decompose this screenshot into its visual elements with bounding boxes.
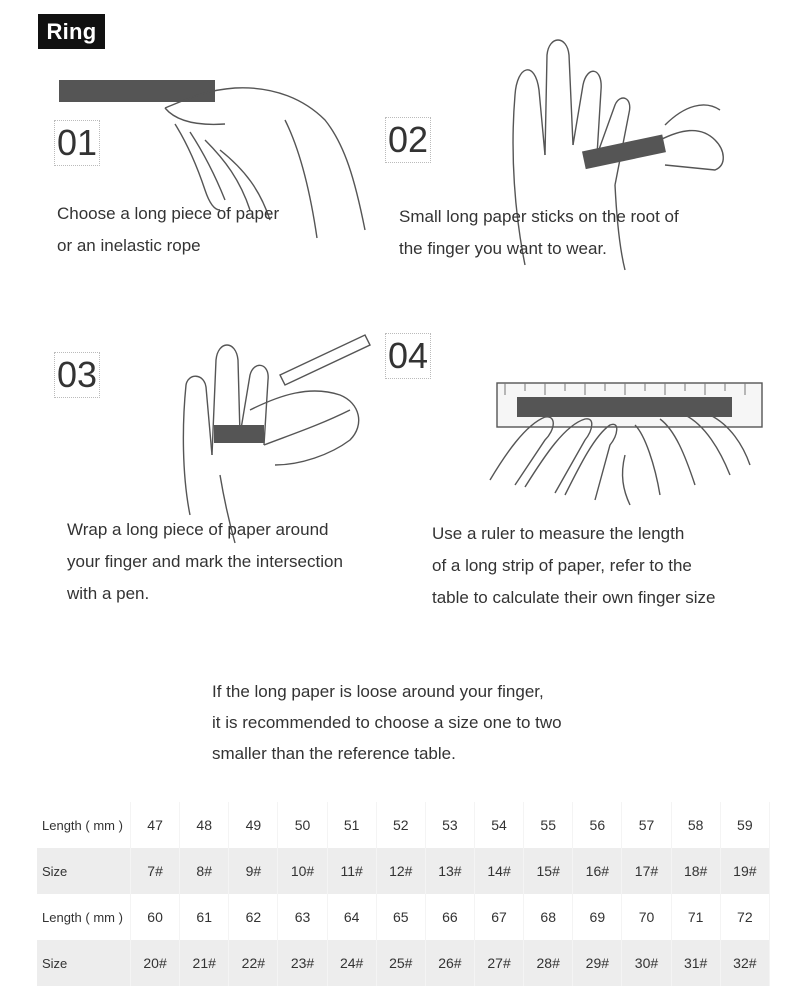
table-cell: 69 xyxy=(573,894,622,940)
ring-size-table xyxy=(37,802,770,986)
table-cell: 11# xyxy=(327,848,376,894)
table-cell: 13# xyxy=(425,848,474,894)
table-cell: 17# xyxy=(622,848,671,894)
step-instruction-line: of a long strip of paper, refer to the xyxy=(432,556,692,575)
table-cell: 16# xyxy=(573,848,622,894)
row-header: Size xyxy=(37,940,131,986)
page-title: Ring xyxy=(38,14,105,49)
ruler-measuring-strip-icon xyxy=(485,375,770,515)
table-cell: 22# xyxy=(229,940,278,986)
table-cell: 67 xyxy=(474,894,523,940)
table-row xyxy=(37,802,770,848)
step-number: 03 xyxy=(54,352,100,398)
table-cell: 24# xyxy=(327,940,376,986)
step-instruction-line: the finger you want to wear. xyxy=(399,239,607,258)
wrap-paper-and-mark-pen-icon xyxy=(180,315,380,545)
step-number: 02 xyxy=(385,117,431,163)
table-row xyxy=(37,894,770,940)
sizing-note xyxy=(212,676,562,769)
sizing-note-line: If the long paper is loose around your finger, xyxy=(212,682,544,701)
table-cell: 15# xyxy=(524,848,573,894)
table-cell: 27# xyxy=(474,940,523,986)
step-instruction-line: or an inelastic rope xyxy=(57,236,201,255)
table-cell: 49 xyxy=(229,802,278,848)
table-cell: 19# xyxy=(720,848,769,894)
table-cell: 53 xyxy=(425,802,474,848)
step-instruction-line: Use a ruler to measure the length xyxy=(432,524,685,543)
step-number: 04 xyxy=(385,333,431,379)
table-cell: 26# xyxy=(425,940,474,986)
step-instruction-line: with a pen. xyxy=(67,584,150,603)
table-cell: 48 xyxy=(180,802,229,848)
table-cell: 21# xyxy=(180,940,229,986)
step-instruction-line: Choose a long piece of paper xyxy=(57,204,280,223)
sizing-note-line: smaller than the reference table. xyxy=(212,744,456,763)
table-cell: 59 xyxy=(720,802,769,848)
table-cell: 29# xyxy=(573,940,622,986)
table-cell: 54 xyxy=(474,802,523,848)
table-cell: 62 xyxy=(229,894,278,940)
table-cell: 9# xyxy=(229,848,278,894)
table-cell: 57 xyxy=(622,802,671,848)
table-cell: 55 xyxy=(524,802,573,848)
table-cell: 50 xyxy=(278,802,327,848)
table-cell: 31# xyxy=(671,940,720,986)
table-cell: 12# xyxy=(376,848,425,894)
step-instruction-line: Small long paper sticks on the root of xyxy=(399,207,679,226)
table-cell: 72 xyxy=(720,894,769,940)
row-header: Size xyxy=(37,848,131,894)
table-cell: 18# xyxy=(671,848,720,894)
table-cell: 7# xyxy=(131,848,180,894)
table-cell: 65 xyxy=(376,894,425,940)
table-cell: 51 xyxy=(327,802,376,848)
table-cell: 58 xyxy=(671,802,720,848)
table-cell: 70 xyxy=(622,894,671,940)
table-cell: 14# xyxy=(474,848,523,894)
table-cell: 25# xyxy=(376,940,425,986)
step-instruction xyxy=(432,518,716,614)
table-row xyxy=(37,848,770,894)
table-cell: 20# xyxy=(131,940,180,986)
step-instruction-line: table to calculate their own finger size xyxy=(432,588,716,607)
step-instruction-line: your finger and mark the intersection xyxy=(67,552,343,571)
table-cell: 30# xyxy=(622,940,671,986)
table-cell: 23# xyxy=(278,940,327,986)
table-cell: 64 xyxy=(327,894,376,940)
table-cell: 10# xyxy=(278,848,327,894)
table-cell: 8# xyxy=(180,848,229,894)
row-header: Length ( mm ) xyxy=(37,802,131,848)
table-cell: 52 xyxy=(376,802,425,848)
step-number: 01 xyxy=(54,120,100,166)
table-cell: 32# xyxy=(720,940,769,986)
table-cell: 60 xyxy=(131,894,180,940)
table-cell: 66 xyxy=(425,894,474,940)
table-cell: 28# xyxy=(524,940,573,986)
table-cell: 47 xyxy=(131,802,180,848)
step-instruction-line: Wrap a long piece of paper around xyxy=(67,520,329,539)
table-cell: 71 xyxy=(671,894,720,940)
table-row xyxy=(37,940,770,986)
sizing-note-line: it is recommended to choose a size one to two xyxy=(212,713,562,732)
step-instruction xyxy=(57,198,279,262)
table-cell: 63 xyxy=(278,894,327,940)
table-cell: 68 xyxy=(524,894,573,940)
step-instruction xyxy=(67,514,343,610)
table-cell: 56 xyxy=(573,802,622,848)
step-instruction xyxy=(399,201,679,265)
row-header: Length ( mm ) xyxy=(37,894,131,940)
table-cell: 61 xyxy=(180,894,229,940)
